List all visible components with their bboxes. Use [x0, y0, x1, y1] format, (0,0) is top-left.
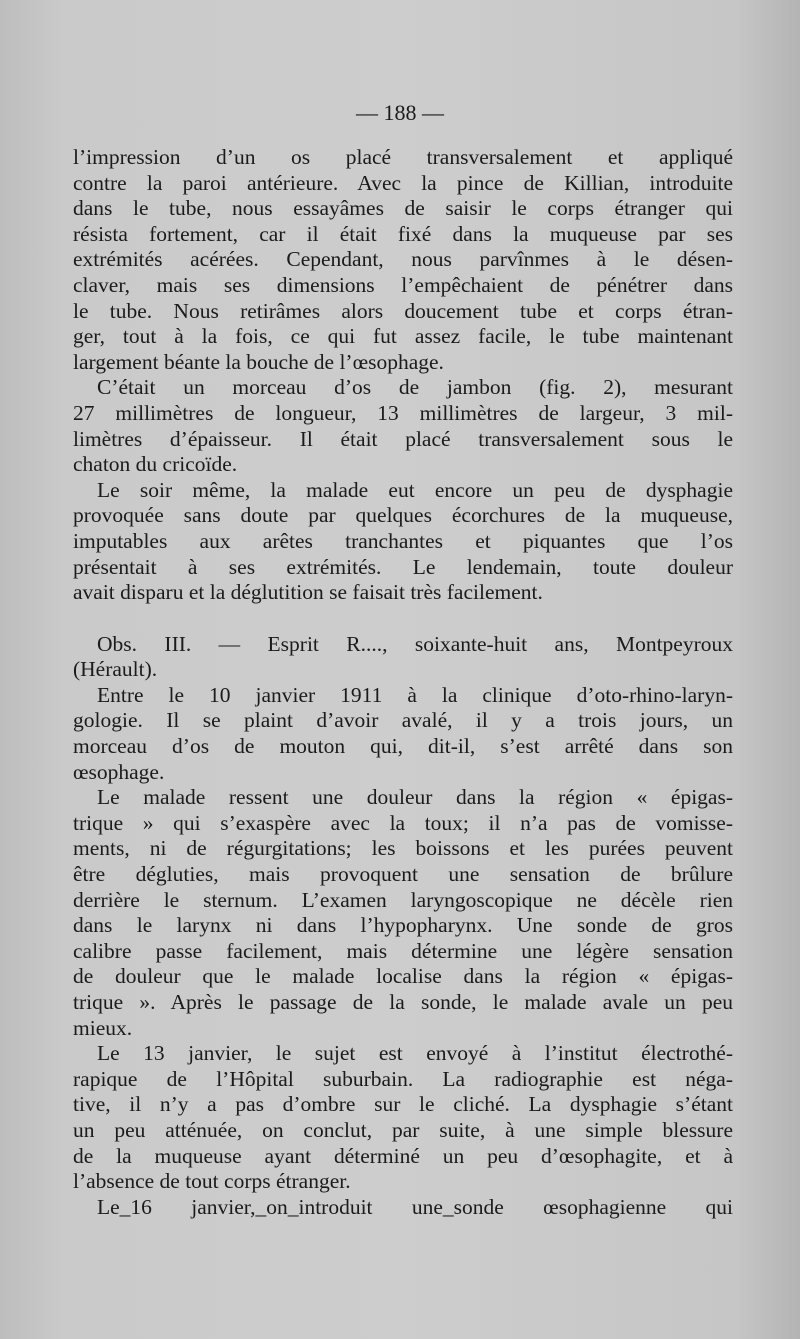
text-line: contre la paroi antérieure. Avec la pince de Killian, introduite	[73, 170, 733, 195]
text-line: 27 millimètres de longueur, 13 millimètres de largeur, 3 mil-	[73, 400, 733, 425]
text-line: imputables aux arêtes tranchantes et piquantes que l’os	[73, 528, 733, 553]
text-line: limètres d’épaisseur. Il était placé transversalement sous le	[73, 426, 733, 451]
text-line: Le soir même, la malade eut encore un peu de dysphagie	[97, 477, 733, 502]
text-line: de douleur que le malade localise dans la région « épigas-	[73, 964, 733, 989]
text-line: claver, mais ses dimensions l’empêchaient de pénétrer dans	[73, 272, 733, 297]
paragraph	[73, 683, 733, 785]
text-line: trique ». Après le passage de la sonde, le malade avale un peu	[73, 990, 733, 1014]
text-line: de la muqueuse ayant déterminé un peu d’œsophagite, et à	[73, 1143, 733, 1168]
text-line: résista fortement, car il était fixé dans la muqueuse par ses	[73, 221, 733, 246]
text-line: largement béante la bouche de l’œsophage.	[73, 349, 444, 374]
text-line: Le_16 janvier,_on_introduit une_sonde œsophagienne qui	[97, 1194, 733, 1219]
text-line: C’était un morceau d’os de jambon (fig. 2), mesurant	[97, 375, 733, 400]
text-line: ger, tout à la fois, ce qui fut assez facile, le tube maintenant	[73, 324, 733, 349]
text-line: chaton du cricoïde.	[73, 452, 238, 477]
text-line: gologie. Il se plaint d’avoir avalé, il y a trois jours, un	[73, 708, 733, 733]
text-line: un peu atténuée, on conclut, par suite, à une simple blessure	[73, 1117, 733, 1142]
text-line: trique » qui s’exaspère avec la toux; il n’a pas de vomisse-	[73, 810, 733, 835]
text-line: extrémités acérées. Cependant, nous parvînmes à le désen-	[73, 247, 733, 272]
text-line: Le malade ressent une douleur dans la région « épigas-	[97, 785, 733, 810]
text-line: avait disparu et la déglutition se faisait très facilement.	[73, 580, 543, 605]
text-line: Entre le 10 janvier 1911 à la clinique d’oto-rhino-laryn-	[97, 682, 733, 707]
page-number: — 188 —	[356, 100, 444, 125]
text-line: provoquée sans doute par quelques écorchures de la muqueuse,	[73, 503, 733, 528]
text-line: ments, ni de régurgitations; les boissons et les purées peuvent	[73, 836, 733, 861]
paragraph	[73, 375, 733, 477]
text-line: l’impression d’un os placé transversalement et appliqué	[73, 145, 733, 169]
text-line: l’absence de tout corps étranger.	[73, 1169, 351, 1194]
text-line: morceau d’os de mouton qui, dit-il, s’est arrêté dans son	[73, 734, 733, 759]
paragraph	[73, 1041, 733, 1195]
body-text	[73, 145, 733, 1220]
text-line: dans le tube, nous essayâmes de saisir le corps étranger qui	[73, 196, 733, 221]
text-line: présentait à ses extrémités. Le lendemain, toute douleur	[73, 554, 733, 579]
text-line: mieux.	[73, 1015, 133, 1040]
text-line: Obs. III. — Esprit R...., soixante-huit ans, Montpeyroux	[97, 631, 733, 656]
text-line: le tube. Nous retirâmes alors doucement tube et corps étran-	[73, 298, 733, 323]
paragraph	[73, 478, 733, 606]
text-line: Le 13 janvier, le sujet est envoyé à l’institut électrothé-	[97, 1041, 733, 1066]
paragraph	[73, 785, 733, 1041]
text-line: œsophage.	[73, 759, 165, 784]
text-line: (Hérault).	[73, 657, 158, 682]
text-line: être dégluties, mais provoquent une sensation de brûlure	[73, 862, 733, 887]
text-line: rapique de l’Hôpital suburbain. La radiographie est néga-	[73, 1066, 733, 1091]
text-line: dans le larynx ni dans l’hypopharynx. Une sonde de gros	[73, 913, 733, 938]
paragraph	[73, 1195, 733, 1221]
text-line: tive, il n’y a pas d’ombre sur le cliché. La dysphagie s’étant	[73, 1092, 733, 1117]
observation-heading	[73, 632, 733, 683]
section-gap	[73, 606, 733, 632]
text-line: derrière le sternum. L’examen laryngoscopique ne décèle rien	[73, 887, 733, 912]
text-line: calibre passe facilement, mais détermine une légère sensation	[73, 938, 733, 963]
paragraph	[73, 145, 733, 375]
